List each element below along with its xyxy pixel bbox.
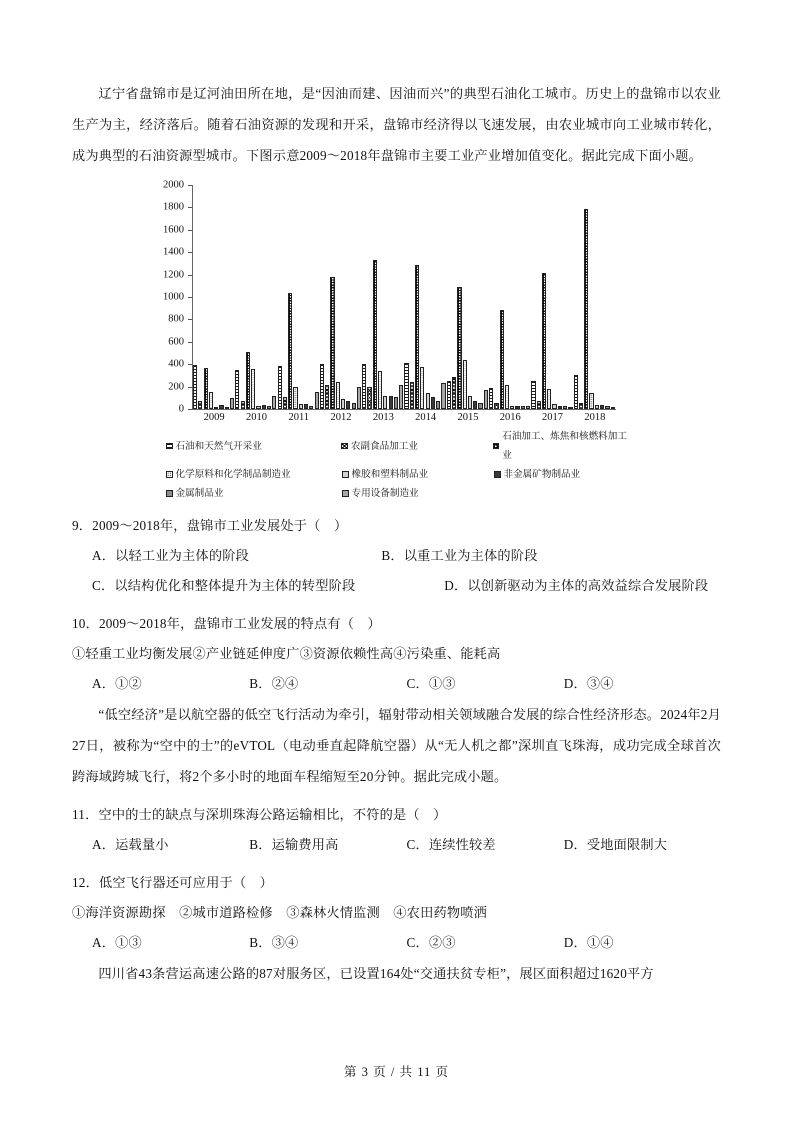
y-axis-tick-label: 1000 [163, 291, 184, 303]
bar [473, 401, 477, 409]
bar [531, 381, 535, 409]
legend-item [341, 427, 492, 465]
legend-item [166, 484, 342, 503]
legend-row [166, 427, 636, 465]
bar-group-2018 [574, 185, 616, 409]
legend-swatch-icon [494, 471, 501, 478]
bar [193, 365, 197, 409]
legend-swatch-icon [166, 471, 173, 478]
bar [251, 369, 255, 409]
bar [537, 401, 541, 409]
x-axis-tick-label: 2014 [415, 412, 437, 423]
bar-group-2016 [489, 185, 531, 409]
bar [484, 390, 488, 409]
bar [352, 403, 356, 409]
option-10-c[interactable]: C．①③ [406, 676, 456, 691]
bar-group-2010 [235, 185, 277, 409]
option-11-d[interactable]: D．受地面限制大 [563, 837, 668, 852]
bar [410, 382, 414, 409]
bar [568, 407, 572, 409]
bar [463, 360, 467, 409]
question-11-options [72, 830, 721, 860]
bar [426, 393, 430, 409]
bar [579, 403, 583, 409]
bar [415, 265, 419, 409]
legend-swatch-icon [341, 443, 348, 450]
x-axis-line [192, 409, 616, 410]
bar [246, 352, 250, 409]
bar-group-2012 [320, 185, 362, 409]
bar [452, 377, 456, 409]
legend-label: 石油和天然气开采业 [175, 440, 262, 452]
x-axis-tick-label: 2010 [245, 412, 267, 423]
bar [315, 392, 319, 409]
question-10-options [72, 669, 721, 699]
y-axis-tick-label: 0 [178, 403, 184, 415]
legend-label: 石油加工、炼焦和核燃料加工业 [502, 431, 627, 461]
legend-row [166, 484, 636, 503]
bar [478, 403, 482, 409]
passage-sichuan-highway: 四川省43条营运高速公路的87对服务区，已设置164处“交通扶贫专柜”，展区面积超过1620平方 [98, 966, 654, 981]
question-12-stem: 12．低空飞行器还可应用于（ ） [72, 875, 274, 890]
option-9-d[interactable]: D．以创新驱动为主体的高效益综合发展阶段 [444, 578, 709, 593]
bar [589, 393, 593, 409]
option-12-d[interactable]: D．①④ [563, 935, 614, 950]
bar [542, 273, 546, 409]
bar [383, 396, 387, 409]
bar [574, 375, 578, 409]
page-footer: 第 3 页 / 共 11 页 [343, 1065, 450, 1079]
bar [267, 406, 271, 409]
bar [552, 404, 556, 409]
bar [198, 401, 202, 409]
bar [304, 404, 308, 409]
y-axis-tick-label: 1400 [163, 246, 184, 258]
passage-panjin: 辽宁省盘锦市是辽河油田所在地，是“因油而建、因油而兴”的典型石油化工城市。历史上的盘锦市以农业生产为主，经济落后。随着石油资源的发现和开采，盘锦市经济得以飞速发展，由农业城市向工业城市转化，成为典型的石油资源型城市。下图示意2009～2018年盘锦市主要工业产业增加值变化。据此完成下面小题。 [72, 86, 721, 163]
option-11-a[interactable]: A．运载量小 [92, 837, 169, 852]
bar [489, 388, 493, 409]
legend-row [166, 465, 636, 484]
bar [309, 406, 313, 409]
question-9-stem: 9．2009～2018年，盘锦市工业发展处于（ ） [72, 518, 348, 533]
bar [563, 406, 567, 409]
bar-group-2013 [362, 185, 404, 409]
chart-legend [154, 427, 636, 503]
bar-group-2017 [531, 185, 573, 409]
legend-label: 农副食品加工业 [350, 440, 418, 452]
legend-swatch-icon [493, 443, 500, 450]
bar [510, 406, 514, 409]
question-10-stem: 10．2009～2018年，盘锦市工业发展的特点有（ ） [72, 616, 381, 631]
legend-item [493, 427, 636, 465]
bar [336, 382, 340, 409]
bar [505, 385, 509, 409]
x-axis-tick-label: 2012 [330, 412, 352, 423]
x-axis-tick-label: 2018 [584, 412, 606, 423]
bar [235, 370, 239, 409]
x-axis-labels [193, 412, 616, 430]
bar [600, 405, 604, 409]
bar [230, 398, 234, 409]
y-axis-tick-label: 1800 [163, 201, 184, 213]
legend-item [342, 484, 494, 503]
question-9-options-row-2 [72, 571, 721, 601]
bar [521, 406, 525, 409]
bar [378, 371, 382, 409]
legend-swatch-icon [342, 490, 349, 497]
question-10-items: ①轻重工业均衡发展②产业链延伸度广③资源依赖性高④污染重、能耗高 [72, 646, 501, 661]
option-12-b[interactable]: B．③④ [249, 935, 299, 950]
plot-area [193, 185, 616, 409]
bar [299, 404, 303, 409]
legend-label: 非金属矿物制品业 [503, 469, 581, 480]
bar [447, 381, 451, 409]
legend-label: 金属制品业 [175, 488, 224, 499]
question-9-options-row-1 [72, 541, 721, 571]
bar [389, 396, 393, 409]
option-12-a[interactable]: A．①③ [92, 935, 142, 950]
passage-low-altitude-economy: “低空经济”是以航空器的低空飞行活动为牵引，辐射带动相关领域融合发展的综合性经济形态。2024年2月27日，被称为“空中的士”的eVTOL（电动垂直起降航空器）从“无人机之都”深圳直飞珠海，成功完成全球首次跨海域跨城飞行，将2个多小时的地面车程缩短至20分钟。据此完成小题。 [72, 707, 721, 784]
legend-swatch-icon [166, 443, 173, 450]
option-9-b[interactable]: B．以重工业为主体的阶段 [381, 548, 538, 563]
bar [256, 406, 260, 409]
bar [500, 310, 504, 409]
bar [468, 396, 472, 409]
bar [320, 364, 324, 409]
option-11-c[interactable]: C．连续性较差 [406, 837, 496, 852]
bar [330, 277, 334, 409]
bar [341, 399, 345, 409]
y-axis-tick-label: 800 [168, 313, 184, 325]
bar [611, 407, 615, 409]
y-axis-tick-label: 600 [168, 336, 184, 348]
y-axis-tick-label: 400 [168, 358, 184, 370]
bar [367, 387, 371, 409]
question-12-options [72, 928, 721, 958]
bar [325, 385, 329, 409]
bar [431, 397, 435, 409]
bar [394, 397, 398, 409]
y-axis-tick-label: 1200 [163, 269, 184, 281]
question-12-items: ①海洋资源勘探 ②城市道路检修 ③森林火情监测 ④农田药物喷洒 [72, 905, 488, 920]
bar-group-2014 [404, 185, 446, 409]
legend-item [342, 465, 494, 484]
bar [436, 401, 440, 409]
bar [399, 385, 403, 409]
figure-industry-value-chart [72, 179, 721, 503]
bar [494, 403, 498, 409]
bar [288, 293, 292, 409]
bar [457, 287, 461, 409]
question-11-stem: 11．空中的士的缺点与深圳珠海公路运输相比，不符的是（ ） [72, 807, 447, 822]
bar [441, 383, 445, 409]
option-10-b[interactable]: B．②④ [249, 676, 299, 691]
x-axis-tick-label: 2017 [542, 412, 564, 423]
option-10-d[interactable]: D．③④ [563, 676, 614, 691]
bar [595, 405, 599, 409]
x-axis-tick-label: 2013 [372, 412, 394, 423]
legend-item [494, 465, 580, 484]
bar-group-2015 [447, 185, 489, 409]
y-axis-tick-label: 2000 [163, 179, 184, 191]
bar [526, 406, 530, 409]
y-axis-tick-label: 200 [168, 381, 184, 393]
x-axis-tick-label: 2016 [499, 412, 521, 423]
bar-group-2011 [278, 185, 320, 409]
bar [584, 209, 588, 409]
legend-label: 橡胶和塑料制品业 [351, 469, 429, 480]
y-axis-tick-label: 1600 [163, 224, 184, 236]
bar [225, 407, 229, 409]
option-9-a[interactable]: A．以轻工业为主体的阶段 [92, 548, 249, 563]
legend-label: 化学原料和化学制品制造业 [175, 469, 291, 480]
bar [278, 366, 282, 409]
bar [346, 401, 350, 409]
bar [373, 260, 377, 409]
legend-item [166, 465, 342, 484]
bar [214, 407, 218, 409]
chart-area [154, 179, 624, 423]
legend-label: 专用设备制造业 [351, 488, 419, 499]
bar-group-2009 [193, 185, 235, 409]
bar [404, 363, 408, 409]
bar [357, 387, 361, 409]
bar [241, 401, 245, 409]
option-10-a[interactable]: A．①② [92, 676, 142, 691]
bar [209, 392, 213, 409]
bar [283, 397, 287, 409]
bar [605, 406, 609, 409]
x-axis-tick-label: 2009 [203, 412, 225, 423]
bar [558, 406, 562, 409]
bar [204, 368, 208, 409]
bar [547, 389, 551, 409]
bar [219, 405, 223, 409]
bar [272, 396, 276, 409]
option-12-c[interactable]: C．②③ [406, 935, 456, 950]
x-axis-tick-label: 2015 [457, 412, 479, 423]
x-axis-tick-label: 2011 [288, 412, 310, 423]
option-9-c[interactable]: C．以结构优化和整体提升为主体的转型阶段 [92, 578, 356, 593]
bar [262, 405, 266, 409]
bar [293, 387, 297, 409]
option-11-b[interactable]: B．运输费用高 [249, 837, 339, 852]
bar [420, 367, 424, 409]
legend-swatch-icon [166, 490, 173, 497]
bar [362, 364, 366, 409]
bar [515, 406, 519, 409]
y-axis [154, 179, 188, 415]
legend-swatch-icon [342, 471, 349, 478]
legend-item [166, 427, 341, 465]
